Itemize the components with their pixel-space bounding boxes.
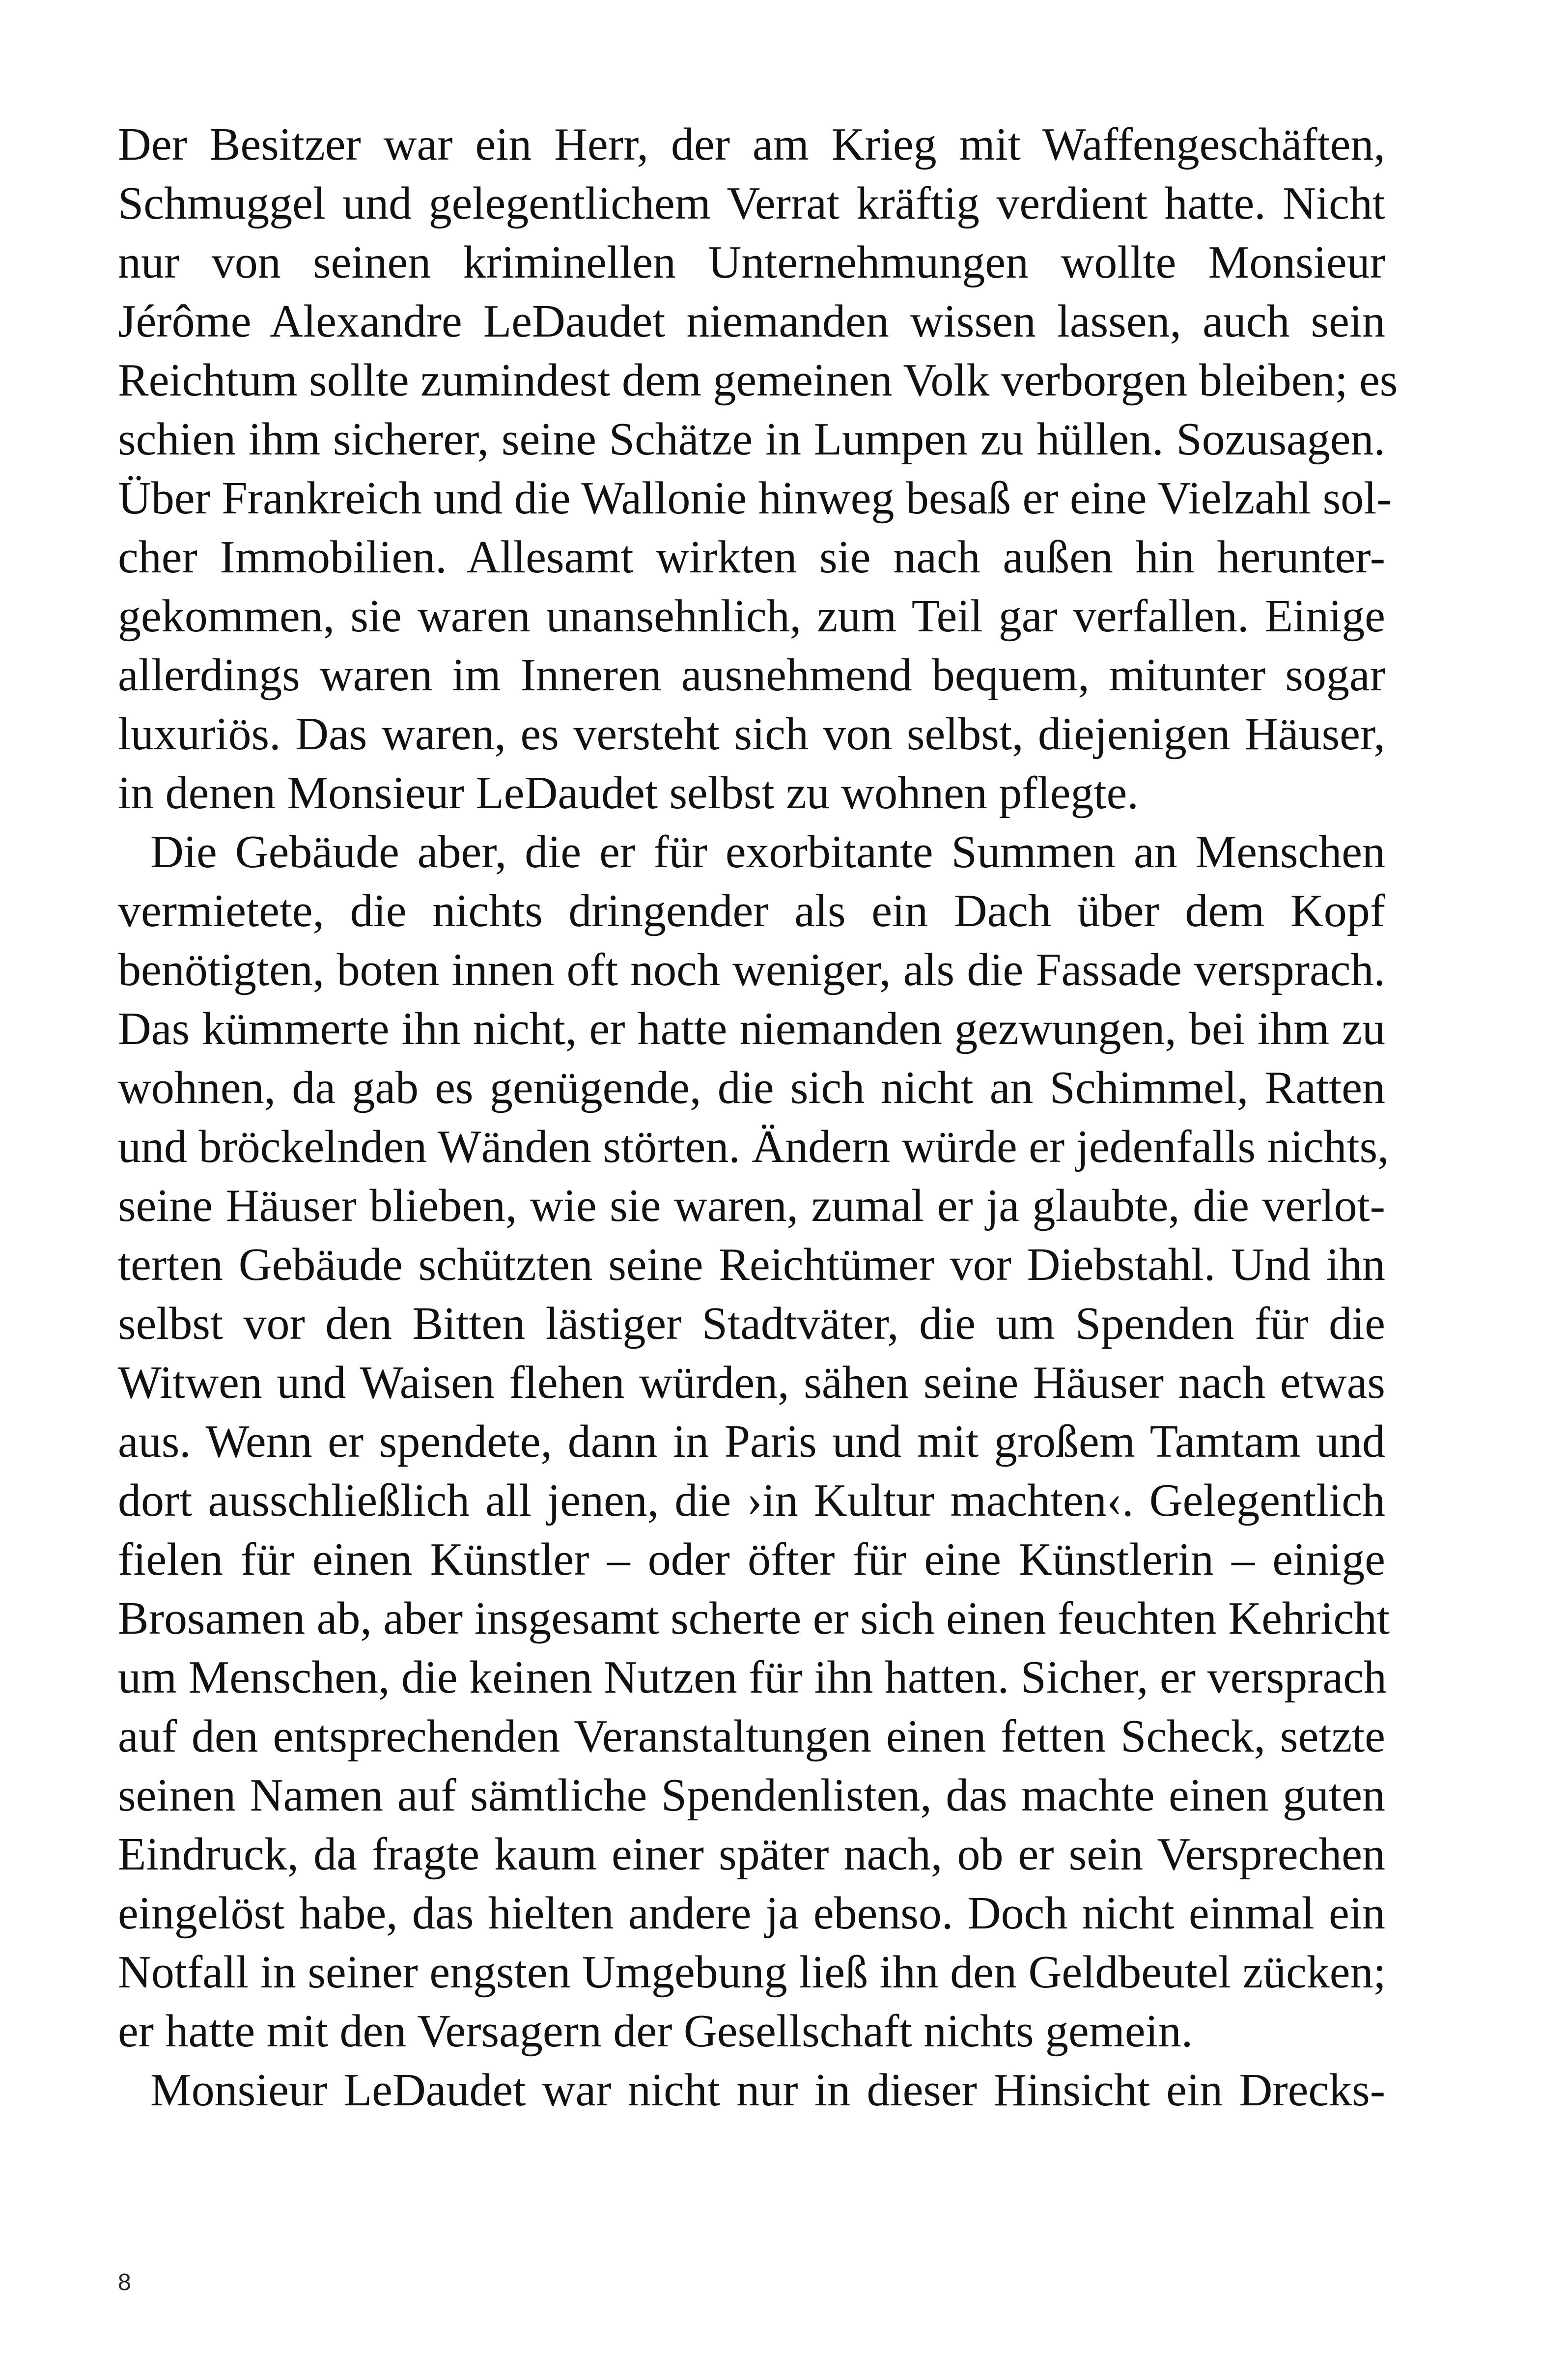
text-line: eingelöst habe, das hielten andere ja ebenso. Doch nicht einmal ein	[118, 1888, 1385, 1939]
text-line: auf den entsprechenden Veranstaltungen einen fetten Scheck, setzte	[118, 1711, 1385, 1762]
text-line: seine Häuser blieben, wie sie waren, zumal er ja glaubte, die verlot-	[118, 1180, 1385, 1231]
text-line: seinen Namen auf sämtliche Spendenlisten, das machte einen guten	[118, 1770, 1385, 1821]
text-line: und bröckelnden Wänden störten. Ändern würde er jedenfalls nichts,	[118, 1121, 1389, 1172]
text-line: Der Besitzer war ein Herr, der am Krieg mit Waffengeschäften,	[118, 119, 1385, 170]
paragraph-3	[118, 2061, 1385, 2120]
text-line: cher Immobilien. Allesamt wirkten sie nach außen hin herunter-	[118, 532, 1385, 583]
text-line: Jérôme Alexandre LeDaudet niemanden wissen lassen, auch sein	[118, 296, 1385, 347]
text-line: terten Gebäude schützten seine Reichtümer vor Diebstahl. Und ihn	[118, 1239, 1385, 1290]
text-line: schien ihm sicherer, seine Schätze in Lumpen zu hüllen. Sozusagen.	[118, 414, 1385, 465]
text-line: wohnen, da gab es genügende, die sich nicht an Schimmel, Ratten	[118, 1062, 1385, 1113]
text-line: Eindruck, da fragte kaum einer später nach, ob er sein Versprechen	[118, 1829, 1385, 1880]
page-number: 8	[118, 2269, 131, 2295]
text-line: gekommen, sie waren unansehnlich, zum Teil gar verfallen. Einige	[118, 591, 1385, 642]
text-line: Schmuggel und gelegentlichem Verrat kräftig verdient hatte. Nicht	[118, 178, 1385, 229]
text-line: Monsieur LeDaudet war nicht nur in dieser Hinsicht ein Drecks-	[150, 2065, 1385, 2116]
text-line: vermietete, die nichts dringender als ein Dach über dem Kopf	[118, 885, 1385, 936]
text-line: selbst vor den Bitten lästiger Stadtväter, die um Spenden für die	[118, 1298, 1385, 1349]
text-line: er hatte mit den Versagern der Gesellschaft nichts gemein.	[118, 2006, 1193, 2057]
text-line: Witwen und Waisen flehen würden, sähen seine Häuser nach etwas	[118, 1357, 1385, 1408]
text-line: Notfall in seiner engsten Umgebung ließ ihn den Geldbeutel zücken;	[118, 1947, 1386, 1998]
text-line: benötigten, boten innen oft noch weniger, als die Fassade versprach.	[118, 944, 1385, 995]
text-line: allerdings waren im Inneren ausnehmend bequem, mitunter sogar	[118, 650, 1385, 701]
text-line: nur von seinen kriminellen Unternehmungen wollte Monsieur	[118, 237, 1385, 288]
paragraph-1	[118, 115, 1398, 822]
text-line: Die Gebäude aber, die er für exorbitante Summen an Menschen	[150, 826, 1385, 878]
text-line: in denen Monsieur LeDaudet selbst zu wohnen pflegte.	[118, 767, 1139, 819]
text-line: fielen für einen Künstler – oder öfter für eine Künstlerin – einige	[118, 1534, 1385, 1585]
text-line: Über Frankreich und die Wallonie hinweg besaß er eine Vielzahl sol-	[118, 473, 1392, 524]
text-line: um Menschen, die keinen Nutzen für ihn hatten. Sicher, er versprach	[118, 1652, 1387, 1703]
text-line: luxuriös. Das waren, es versteht sich von selbst, diejenigen Häuser,	[118, 708, 1385, 760]
text-line: dort ausschließlich all jenen, die ›in Kultur machten‹. Gelegentlich	[118, 1475, 1385, 1526]
text-line: Das kümmerte ihn nicht, er hatte niemanden gezwungen, bei ihm zu	[118, 1003, 1385, 1054]
body-text	[118, 115, 1398, 2120]
paragraph-2	[118, 822, 1390, 2061]
text-line: Reichtum sollte zumindest dem gemeinen Volk verborgen bleiben; es	[118, 355, 1398, 406]
text-line: aus. Wenn er spendete, dann in Paris und mit großem Tamtam und	[118, 1416, 1385, 1467]
text-line: Brosamen ab, aber insgesamt scherte er sich einen feuchten Kehricht	[118, 1593, 1390, 1644]
